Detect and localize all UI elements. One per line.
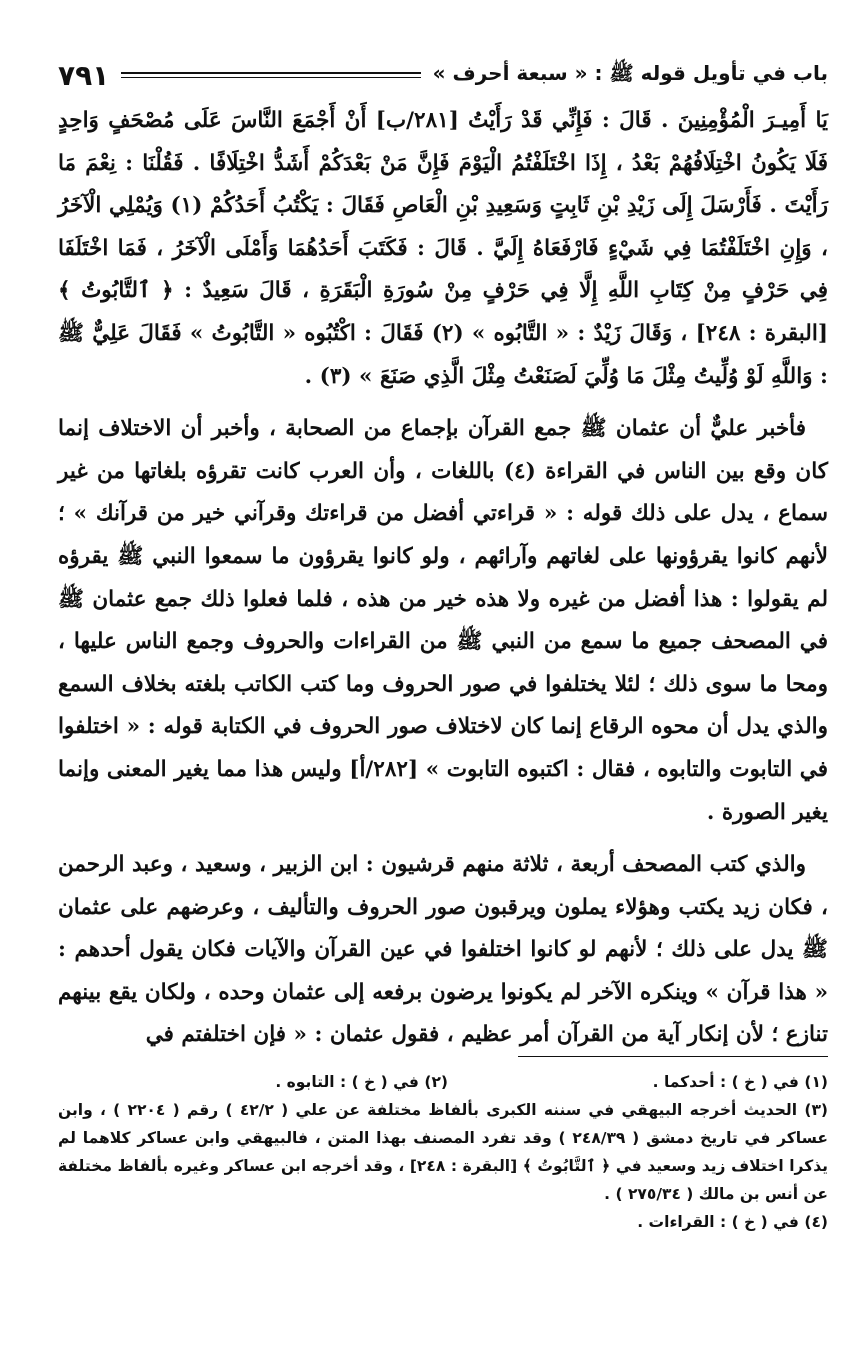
footnote-separator [518,1056,828,1057]
footnote-2: (٢) في ( خ ) : التابوه . [275,1073,448,1091]
paragraph-3: والذي كتب المصحف أربعة ، ثلاثة منهم قرشيون : ابن الزبير ، وسعيد ، وعبد الرحمن ، فكان زيد يكتب وهؤلاء يملون ويرقبون صور الحروف والتأليف ، وعرضهم على عثمان ﷺ يدل على ذلك ؛ لأنهم لو كانوا اختلفوا في عين القرآن والآيات فكان يقول أحدهم : « هذا قرآن » وينكره الآخر لم يكونوا يرضون برفعه إلى عثمان وحده ، ولكان يقع بينهم تنازع ؛ لأن إنكار آية من القرآن أمر عظيم ، فقول عثمان : « فإن اختلفتم في [58,852,828,1048]
chapter-title: باب في تأويل قوله ﷺ : « سبعة أحرف » [432,60,828,85]
footnote-1: (١) في ( خ ) : أحدكما . [652,1073,828,1091]
footnote-4: (٤) في ( خ ) : القراءات . [637,1213,828,1231]
paragraph-2: فأخبر عليٌّ أن عثمان ﷺ جمع القرآن بإجماع من الصحابة ، وأخبر أن الاختلاف إنما كان وقع بين الناس في القراءة (٤) باللغات ، وأن العرب كانت تقرؤه بلغاتها من غير سماع ، يدل على ذلك قوله : « قراءتي أفضل من قراءتك وقرآني خير من قرآنك » ؛ لأنهم كانوا يقرؤونها على لغاتهم وآرائهم ، ولو كانوا يقرؤون ما سمعوا النبي ﷺ يقرؤه لم يقولوا : هذا أفضل من غيره ولا هذه خير من هذه ، فلما فعلوا ذلك جمع عثمان ﷺ في المصحف جميع ما سمع من النبي ﷺ من القراءات والحروف وجمع الناس عليها ، ومحا ما سوى ذلك ؛ لئلا يختلفوا في صور الحروف وما كتب الكاتب بلغته بخلاف السمع والذي يدل أن محوه الرقاع إنما كان لاختلاف صور الحروف في الكتابة قوله : « اختلفوا في التابوت والتابوه ، فقال : اكتبوه التابوت » [٢٨٢/أ] وليس هذا مما يغير المعنى وإنما يغير الصورة . [58,416,829,825]
book-page [58,52,828,1312]
page-number: ٧٩١ [58,58,110,92]
main-text [58,100,828,1057]
footnote-3: (٣) الحديث أخرجه البيهقي في سننه الكبرى بألفاظ مختلفة عن علي ( ٤٢/٢ ) رقم ( ٢٢٠٤ ) ، وابن عساكر في تاريخ دمشق ( ٢٤٨/٣٩ ) وقد تفرد المصنف بهذا المتن ، فالبيهقي وابن عساكر كلاهما لم يذكرا اختلاف زيد وسعيد في ﴿ ٱلتَّابُوتُ ﴾ [البقرة : ٢٤٨] ، وقد أخرجه ابن عساكر وغيره بألفاظ مختلفة عن أنس بن مالك ( ٢٧٥/٣٤ ) . [58,1101,828,1203]
footnotes [58,1068,828,1236]
footnote-row-1 [58,1068,828,1096]
paragraph-1: يَا أَمِيـرَ الْمُؤْمِنِينَ . قَالَ : فَإِنِّي قَدْ رَأَيْتُ [٢٨١/ب] أَنْ أَجْمَعَ النَّاسَ عَلَى مُصْحَفٍ وَاحِدٍ فَلَا يَكُونُ اخْتِلَافُهُمْ بَعْدُ ، إِذَا اخْتَلَفْتُمُ الْيَوْمَ فَإِنَّ مَنْ بَعْدَكُمْ أَشَدُّ اخْتِلَافًا . فَقُلْنَا : نِعْمَ مَا رَأَيْتَ . فَأَرْسَلَ إِلَى زَيْدِ بْنِ ثَابِتٍ وَسَعِيدِ بْنِ الْعَاصِ فَقَالَ : يَكْتُبُ أَحَدُكُمْ (١) وَيُمْلِي الْآخَرُ ، وَإِنِ اخْتَلَفْتُمَا فِي شَيْءٍ فَارْفَعَاهُ إِلَيَّ . قَالَ : فَكَتَبَ أَحَدُهُمَا وَأَمْلَى الْآخَرُ ، فَمَا اخْتَلَفَا فِي حَرْفٍ مِنْ كِتَابِ اللَّهِ إِلَّا فِي حَرْفٍ مِنْ سُورَةِ الْبَقَرَةِ ، قَالَ سَعِيدٌ : ﴿ ٱلتَّابُوتُ ﴾ [البقرة : ٢٤٨] ، وَقَالَ زَيْدٌ : « التَّابُوه » (٢) فَقَالَ : اكْتُبُوه « التَّابُوتُ » فَقَالَ عَلِيٌّ ﷺ : وَاللَّهِ لَوْ وُلِّيتُ مِثْلَ مَا وُلِّيَ لَصَنَعْتُ مِثْلَ الَّذِي صَنَعَ » (٣) . [58,108,829,389]
running-header [58,52,828,98]
header-rule [121,72,420,78]
